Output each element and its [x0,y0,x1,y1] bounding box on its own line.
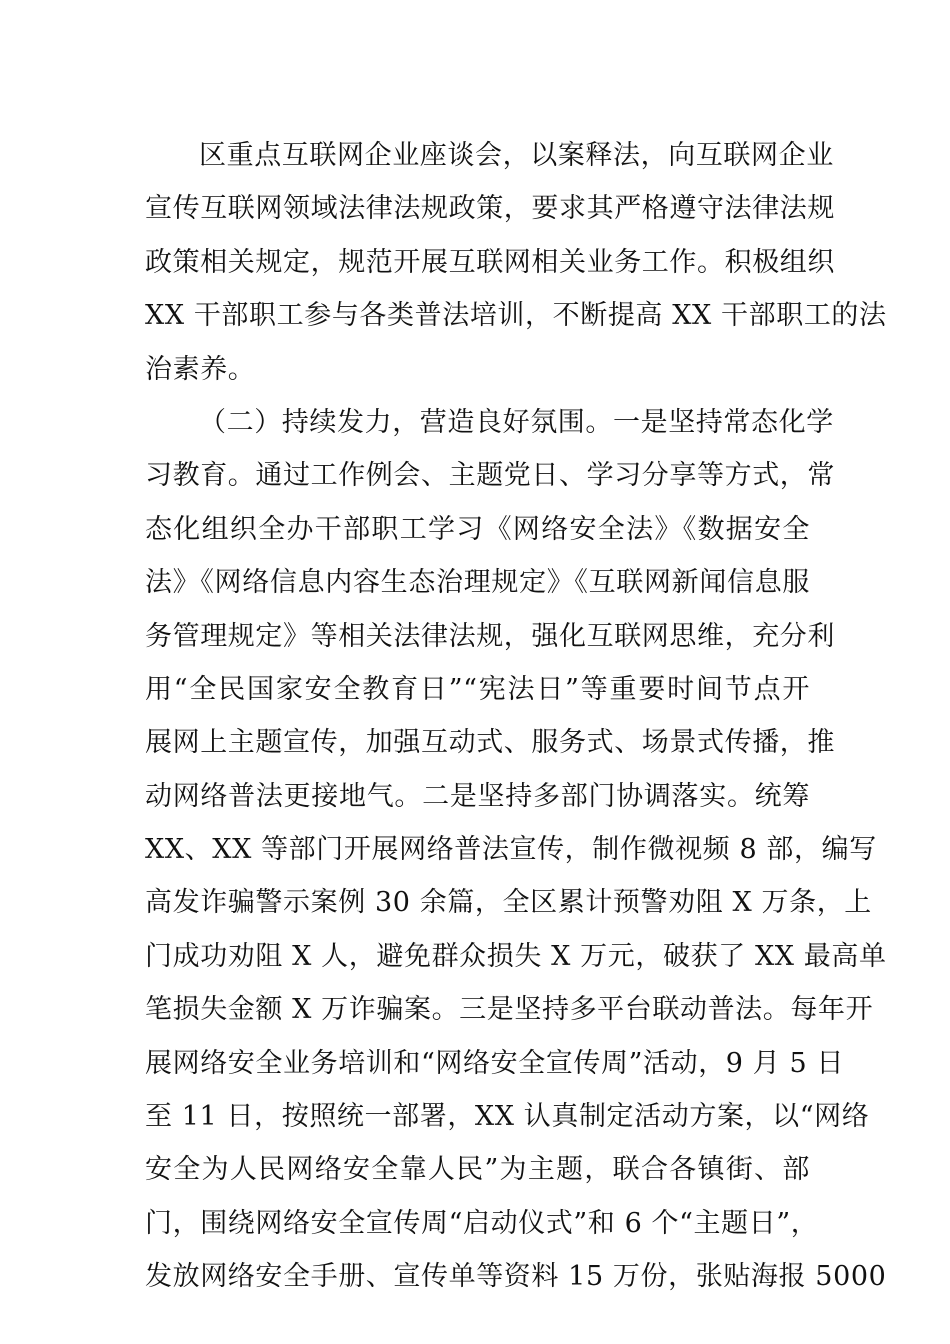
text-line-3: 政策相关规定，规范开展互联网相关业务工作。积极组织 [145,246,835,278]
text-line-18: 展网络安全业务培训和“网络安全宣传周”活动，9 月 5 日 [145,1047,845,1079]
text-line-19: 至 11 日，按照统一部署，XX 认真制定活动方案，以“网络 [145,1101,870,1133]
text-line-11: 用“全民国家安全教育日”“宪法日”等重要时间节点开 [145,673,810,705]
text-line-10: 务管理规定》等相关法律法规，强化互联网思维，充分利 [145,620,835,652]
text-line-5: 治素养。 [145,353,256,385]
text-line-15: 高发诈骗警示案例 30 余篇，全区累计预警劝阻 X 万条，上 [145,887,872,919]
text-line-4: XX 干部职工参与各类普法培训，不断提高 XX 干部职工的法 [145,300,887,332]
text-line-7: 习教育。通过工作例会、主题党日、学习分享等方式，常 [145,460,835,492]
section-heading-line: （二）持续发力，营造良好氛围。一是坚持常态化学 [199,406,834,438]
text-line-21: 门，围绕网络安全宣传周“启动仪式”和 6 个“主题日”， [145,1207,819,1239]
body-text [145,129,887,1304]
text-line-20: 安全为人民网络安全靠人民”为主题，联合各镇街、部 [145,1154,810,1186]
text-line-2: 宣传互联网领域法律法规政策，要求其严格遵守法律法规 [145,193,835,225]
text-line-13: 动网络普法更接地气。二是坚持多部门协调落实。统筹 [145,780,810,812]
text-line-17: 笔损失金额 X 万诈骗案。三是坚持多平台联动普法。每年开 [145,994,874,1026]
text-line-9: 法》《网络信息内容生态治理规定》《互联网新闻信息服 [145,567,810,599]
text-line-12: 展网上主题宣传，加强互动式、服务式、场景式传播，推 [145,727,835,759]
text-line-22: 发放网络安全手册、宣传单等资料 15 万份，张贴海报 5000 [145,1261,887,1293]
text-line-14: XX、XX 等部门开展网络普法宣传，制作微视频 8 部，编写 [145,834,877,866]
text-line-16: 门成功劝阻 X 人，避免群众损失 X 万元，破获了 XX 最高单 [145,940,887,972]
text-line-8: 态化组织全办干部职工学习《网络安全法》《数据安全 [145,513,810,545]
text-line-1: 区重点互联网企业座谈会，以案释法，向互联网企业 [199,140,834,171]
